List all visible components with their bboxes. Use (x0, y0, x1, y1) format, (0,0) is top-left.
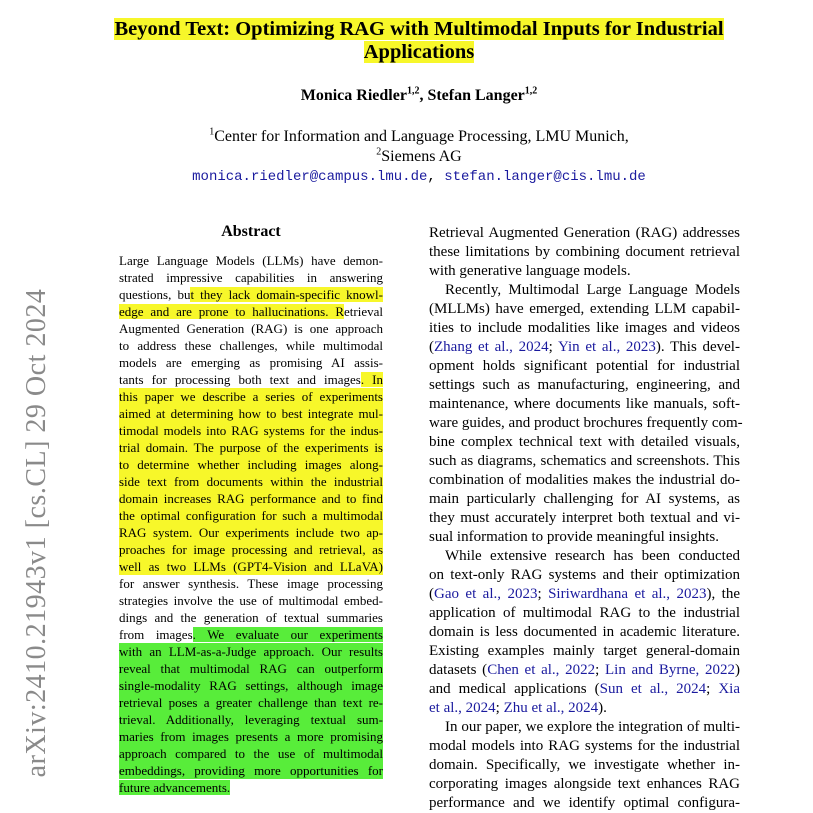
highlighted-text: aimed at determining how to best integrate mul- (119, 406, 383, 421)
text-run: performance and we identify optimal configura- (429, 795, 740, 811)
abstract-line (119, 592, 383, 609)
text-run: corporating images alongside text enhances RAG (429, 776, 740, 792)
abstract-line (119, 609, 383, 626)
abstract-line-highlighted (119, 439, 383, 456)
body-line (429, 243, 740, 262)
text-run: While extensive research has been conducted (445, 548, 740, 564)
abstract-line (119, 320, 383, 337)
body-line (429, 566, 740, 585)
citation-link[interactable]: Zhu et al., 2024 (503, 700, 599, 716)
text-run: ). This devel- (655, 339, 740, 355)
highlighted-text-green: approach compared to the use of multimodal (119, 746, 383, 761)
abstract-line-highlighted-green (119, 677, 383, 694)
text-run: tants for processing both text and images (119, 372, 361, 387)
abstract-line (119, 337, 383, 354)
text-run: Large Language Models (LLMs) have demon- (119, 253, 383, 268)
text-run: domain is less documented in academic literature. (429, 624, 740, 640)
text-run: ) (734, 662, 740, 678)
email-line (0, 166, 813, 188)
email-link[interactable]: stefan.langer@cis.lmu.de (444, 169, 646, 185)
highlighted-text-green: single-modality RAG settings, although image (119, 678, 383, 693)
body-line (429, 528, 740, 547)
abstract-line (119, 252, 383, 269)
author-affil-marker: 1,2 (406, 85, 420, 97)
text-run: maintenance, where documents like manuals, soft- (429, 396, 740, 412)
abstract-line-highlighted-green (119, 711, 383, 728)
highlighted-text-green: reveal that multimodal RAG can outperform (119, 661, 383, 676)
citation-link[interactable]: Chen et al., 2022 (487, 662, 596, 678)
text-run: etrieval (344, 304, 383, 319)
highlighted-text: t they lack domain-specific knowl- (190, 287, 383, 302)
body-line (429, 338, 740, 357)
abstract-line (119, 286, 383, 303)
text-run: strategies involve the use of multimodal embed- (119, 593, 383, 608)
affil-marker: 1 (209, 126, 215, 138)
affiliation-text: Siemens AG (381, 147, 462, 165)
text-run: main particularly challenging for AI systems, as (429, 491, 740, 507)
highlighted-text-green: retrieval poses a greater challenge than text re- (119, 695, 383, 710)
highlighted-text: domain increases RAG performance and to find (119, 491, 383, 506)
citation-link[interactable]: Gao et al., 2023 (434, 586, 538, 602)
text-run: sual information to provide meaningful insights. (429, 529, 719, 545)
text-run: strated impressive capabilities in answering (119, 270, 383, 285)
paper-title (100, 18, 738, 64)
abstract-line-highlighted-green (119, 762, 383, 779)
abstract-body (119, 252, 383, 796)
text-run: ; (548, 339, 558, 355)
highlighted-text: side text from documents within the industrial (119, 474, 383, 489)
body-line (429, 262, 740, 281)
affiliation-1 (0, 127, 813, 147)
highlighted-text: to determine whether including images along- (119, 457, 383, 472)
body-line (429, 775, 740, 794)
text-run: questions, bu (119, 287, 191, 302)
body-line (429, 281, 740, 300)
text-run: opment holds significant potential for industrial (429, 358, 740, 374)
highlighted-text: timodal models into RAG systems for the indus- (119, 423, 383, 438)
text-run: to address these challenges, while multimodal (119, 338, 383, 353)
affiliation-2 (0, 147, 813, 167)
abstract-line-highlighted-green (119, 728, 383, 745)
text-run: Retrieval Augmented Generation (RAG) addresses (429, 225, 740, 241)
body-line (429, 471, 740, 490)
abstract-line (119, 626, 383, 643)
text-run: ; (537, 586, 549, 602)
highlighted-text: well as two LLMs (GPT4-Vision and LLaVA) (119, 559, 383, 574)
abstract-line-highlighted-green (119, 745, 383, 762)
body-line (429, 642, 740, 661)
citation-link[interactable]: Xia (718, 681, 741, 697)
text-run: ( (429, 586, 434, 602)
text-run: ). (598, 700, 607, 716)
body-line (429, 623, 740, 642)
body-line (429, 319, 740, 338)
text-run: models are emerging as promising AI assis- (119, 355, 383, 370)
body-line (429, 357, 740, 376)
text-run: on text-only RAG systems and their optimization (429, 567, 740, 583)
abstract-line (119, 269, 383, 286)
text-run: Recently, Multimodal Large Language Models (445, 282, 740, 298)
text-run: these limitations by combining document retrieval (429, 244, 740, 260)
text-run: (MLLMs) have emerged, extending LLM capabil- (429, 301, 740, 317)
author-separator: , (419, 87, 428, 104)
abstract-line-highlighted-green (119, 694, 383, 711)
body-line (429, 376, 740, 395)
text-run: datasets ( (429, 662, 488, 678)
text-run: ), the (706, 586, 741, 602)
text-run: settings such as manufacturing, engineering, and (429, 377, 740, 393)
body-line (429, 300, 740, 319)
email-link[interactable]: monica.riedler@campus.lmu.de (192, 169, 428, 185)
abstract-line-highlighted-green (119, 660, 383, 677)
abstract-line (119, 779, 383, 796)
highlighted-text: proaches for image processing and retrieval, as (119, 542, 383, 557)
author-affil-marker: 1,2 (524, 85, 538, 97)
intro-body (429, 224, 743, 813)
highlighted-text: trial domain. The purpose of the experiments is (119, 440, 383, 455)
highlighted-text-green: . We evaluate our experiments (192, 627, 383, 642)
body-line (429, 699, 740, 718)
body-line (429, 414, 743, 433)
highlighted-text-green: with an LLM-as-a-Judge approach. Our results (119, 644, 383, 659)
body-line (429, 509, 740, 528)
text-run: from images (119, 627, 193, 642)
highlighted-text-green: maries from images presents a more promising (119, 729, 383, 744)
text-run: application of multimodal RAG to the industrial (429, 605, 740, 621)
body-line (429, 680, 740, 699)
body-line (429, 604, 740, 623)
text-run: bine complex technical text with detailed visuals, (429, 434, 740, 450)
text-run: ; (495, 700, 504, 716)
text-run: modal models into RAG systems for the industrial (429, 738, 740, 754)
text-run: and medical applications ( (429, 681, 600, 697)
abstract-line-highlighted (119, 558, 383, 575)
text-run: dings and the generation of textual summaries (119, 610, 383, 625)
highlighted-text-green: future advancements. (119, 780, 231, 795)
abstract-line-highlighted (119, 456, 383, 473)
text-run: ; (595, 662, 605, 678)
body-line (429, 661, 740, 680)
abstract-line (119, 303, 383, 320)
abstract-line (119, 575, 383, 592)
title-line-2: Applications (363, 41, 475, 63)
body-line (429, 756, 740, 775)
citation-link[interactable]: Zhang et al., 2024 (434, 339, 549, 355)
text-run: In our paper, we explore the integration of multi- (445, 719, 740, 735)
abstract-line-highlighted (119, 422, 383, 439)
text-run: ; (706, 681, 719, 697)
text-run: Augmented Generation (RAG) is one approach (119, 321, 383, 336)
email-separator: , (427, 169, 445, 185)
citation-link[interactable]: Sun et al., 2024 (599, 681, 707, 697)
body-line (429, 585, 740, 604)
body-line (429, 718, 740, 737)
text-run: with generative language models. (429, 263, 631, 279)
body-line (429, 547, 740, 566)
author-name: Monica Riedler (300, 87, 407, 104)
abstract-line (119, 371, 383, 388)
body-line (429, 490, 740, 509)
body-line (429, 395, 740, 414)
abstract-line-highlighted (119, 405, 383, 422)
abstract-line-highlighted (119, 524, 383, 541)
affil-marker: 2 (376, 146, 382, 158)
abstract-line-highlighted (119, 490, 383, 507)
text-run: domain. Specifically, we investigate whether in- (429, 757, 740, 773)
highlighted-text-green: embeddings, providing more opportunities for (119, 763, 383, 778)
author-name: Stefan Langer (427, 87, 525, 104)
highlighted-text: RAG system. Our experiments include two ap- (119, 525, 383, 540)
body-line (429, 452, 740, 471)
body-line (429, 737, 740, 756)
citation-link[interactable]: Siriwardhana et al., 2023 (548, 586, 707, 602)
highlighted-text: . In (360, 372, 383, 387)
citation-link[interactable]: Yin et al., 2023 (557, 339, 656, 355)
text-run: they must accurately interpret both textual and vi- (429, 510, 740, 526)
abstract-line-highlighted (119, 507, 383, 524)
highlighted-text: this paper we describe a series of experiments (119, 389, 383, 404)
abstract-line-highlighted (119, 388, 383, 405)
title-line-1: Beyond Text: Optimizing RAG with Multimodal Inputs for Industrial (114, 18, 724, 40)
highlighted-text: the optimal configuration for such a multimodal (119, 508, 383, 523)
affiliation-text: Center for Information and Language Processing, LMU Munich, (214, 128, 629, 145)
affiliations (0, 127, 813, 188)
text-run: such as diagrams, schematics and screenshots. This (429, 453, 740, 469)
text-run: ities to include modalities like images and videos (429, 320, 740, 336)
text-run: ( (429, 339, 434, 355)
abstract-line (119, 354, 383, 371)
author-list (0, 87, 813, 105)
text-run: ware guides, and product brochures frequently com- (429, 415, 743, 431)
body-line (429, 433, 740, 452)
abstract-line-highlighted-green (119, 643, 383, 660)
body-line (429, 794, 740, 813)
highlighted-text-green: trieval. Additionally, leveraging textual sum- (119, 712, 383, 727)
text-run: Existing examples mainly target general-domain (429, 643, 740, 659)
body-line (429, 224, 740, 243)
citation-link[interactable]: Lin and Byrne, 2022 (604, 662, 735, 678)
text-run: for answer synthesis. These image processing (119, 576, 383, 591)
text-run: combination of modalities makes the industrial do- (429, 472, 740, 488)
abstract-line-highlighted (119, 473, 383, 490)
highlighted-text: edge and are prone to hallucinations. R (119, 304, 345, 319)
arxiv-id-text: arXiv:2410.21943v1 [cs.CL] 29 Oct 2024 (21, 288, 52, 778)
abstract-line-highlighted (119, 541, 383, 558)
citation-link[interactable]: et al., 2024 (429, 700, 496, 716)
abstract-heading: Abstract (221, 223, 281, 240)
